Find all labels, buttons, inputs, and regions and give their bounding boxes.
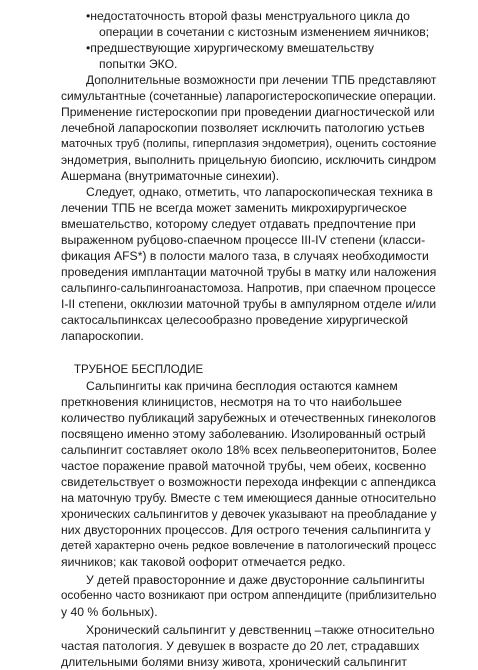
section-heading: ТРУБНОЕ БЕСПЛОДИЕ — [74, 364, 204, 376]
text-line: яичников; как таковой оофорит отмечается редко. — [61, 555, 346, 569]
text-line: сальпинго-сальпингоанастомоза. Напротив, при спаечном процессе — [61, 281, 436, 295]
paragraph-start: Следует, однако, отметить, что лапароскопическая техника в — [86, 185, 433, 199]
text-line: лечебной лапароскопии позволяет исключить патологию устьев — [61, 121, 425, 135]
text-line: хронических сальпингитов у девочек указывают на преобладание у — [61, 507, 437, 521]
text-line: вмешательство, которому следует отдавать предпочтение при — [61, 217, 416, 231]
bullet-line: •предшествующие хирургическому вмешательству — [86, 41, 374, 55]
text-line: преткновения клиницистов, несмотря на то что наибольшее — [61, 395, 402, 409]
text-line: маточных труб (полипы, гиперплазия эндометрия), оценить состояние — [61, 138, 437, 150]
text-line: попытки ЭКО. — [99, 57, 178, 71]
paragraph-start: Сальпингиты как причина бесплодия остаются камнем — [86, 379, 398, 393]
text-line: частое поражение правой маточной трубы, чем обеих, косвенно — [61, 459, 427, 473]
text-line: детей характерно очень редкое вовлечение в патологический процесс — [61, 540, 437, 552]
text-line: эндометрия, выполнить прицельную биопсию, исключить синдром — [61, 153, 437, 167]
text-line: на маточную трубу. Вместе с тем имеющиеся данные относительно — [61, 491, 437, 505]
text-line: Ашермана (внутриматочные синехии). — [61, 169, 280, 183]
paragraph-start: Дополнительные возможности при лечении ТПБ представляют — [86, 73, 437, 87]
text-line: частая патология. У девушек в возрасте до 20 лет, страдавших — [61, 639, 420, 653]
text-line: фикация AFS*) в полости малого таза, в случаях необходимости — [61, 249, 429, 263]
text-line: свидетельствует о возможности перехода инфекции с аппендикса — [61, 475, 436, 489]
text-line: сальпингит составляет около 18% всех пельвеоперитонитов, Более — [61, 443, 437, 457]
text-line: количество публикаций зарубежных и отечественных гинекологов — [61, 411, 436, 425]
text-line: проведения имплантации маточной трубы в матку или наложения — [61, 265, 437, 279]
text-line: лечении ТПБ не всегда может заменить микрохирургическое — [61, 201, 407, 215]
text-line: Применение гистероскопии при проведении диагностической или — [61, 105, 435, 119]
text-line: I-II степени, окклюзии маточной трубы в ампулярном отделе и/или — [61, 297, 437, 311]
text-line: у 40 % больных). — [61, 605, 158, 619]
text-line: длительными болями внизу живота, хронический сальпингит — [61, 655, 407, 669]
bullet-line: •недостаточность второй фазы менструального цикла до — [86, 9, 410, 23]
text-line: посвящено именно этому заболеванию. Изолированный острый — [61, 427, 426, 441]
text-line: особенно часто возникают при остром аппендиците (приблизительно — [61, 589, 437, 602]
paragraph-start: Хронический сальпингит у девственниц –также относительно — [86, 623, 435, 637]
text-line: выраженном рубцово-спаечном процессе III-IV степени (класси- — [61, 233, 426, 247]
text-line: операции в сочетании с кистозным изменением яичников; — [99, 25, 430, 39]
text-line: лапароскопии. — [61, 329, 144, 343]
text-line: симультантные (сочетанные) лапарогистероскопические операции. — [61, 89, 437, 103]
text-line: них двусторонних процессов. Для острого течения сальпингита у — [61, 523, 431, 537]
text-line: сактосальпинксах целесообразно проведение хирургической — [61, 313, 409, 327]
paragraph-start: У детей правосторонние и даже двусторонние сальпингиты — [86, 573, 425, 587]
